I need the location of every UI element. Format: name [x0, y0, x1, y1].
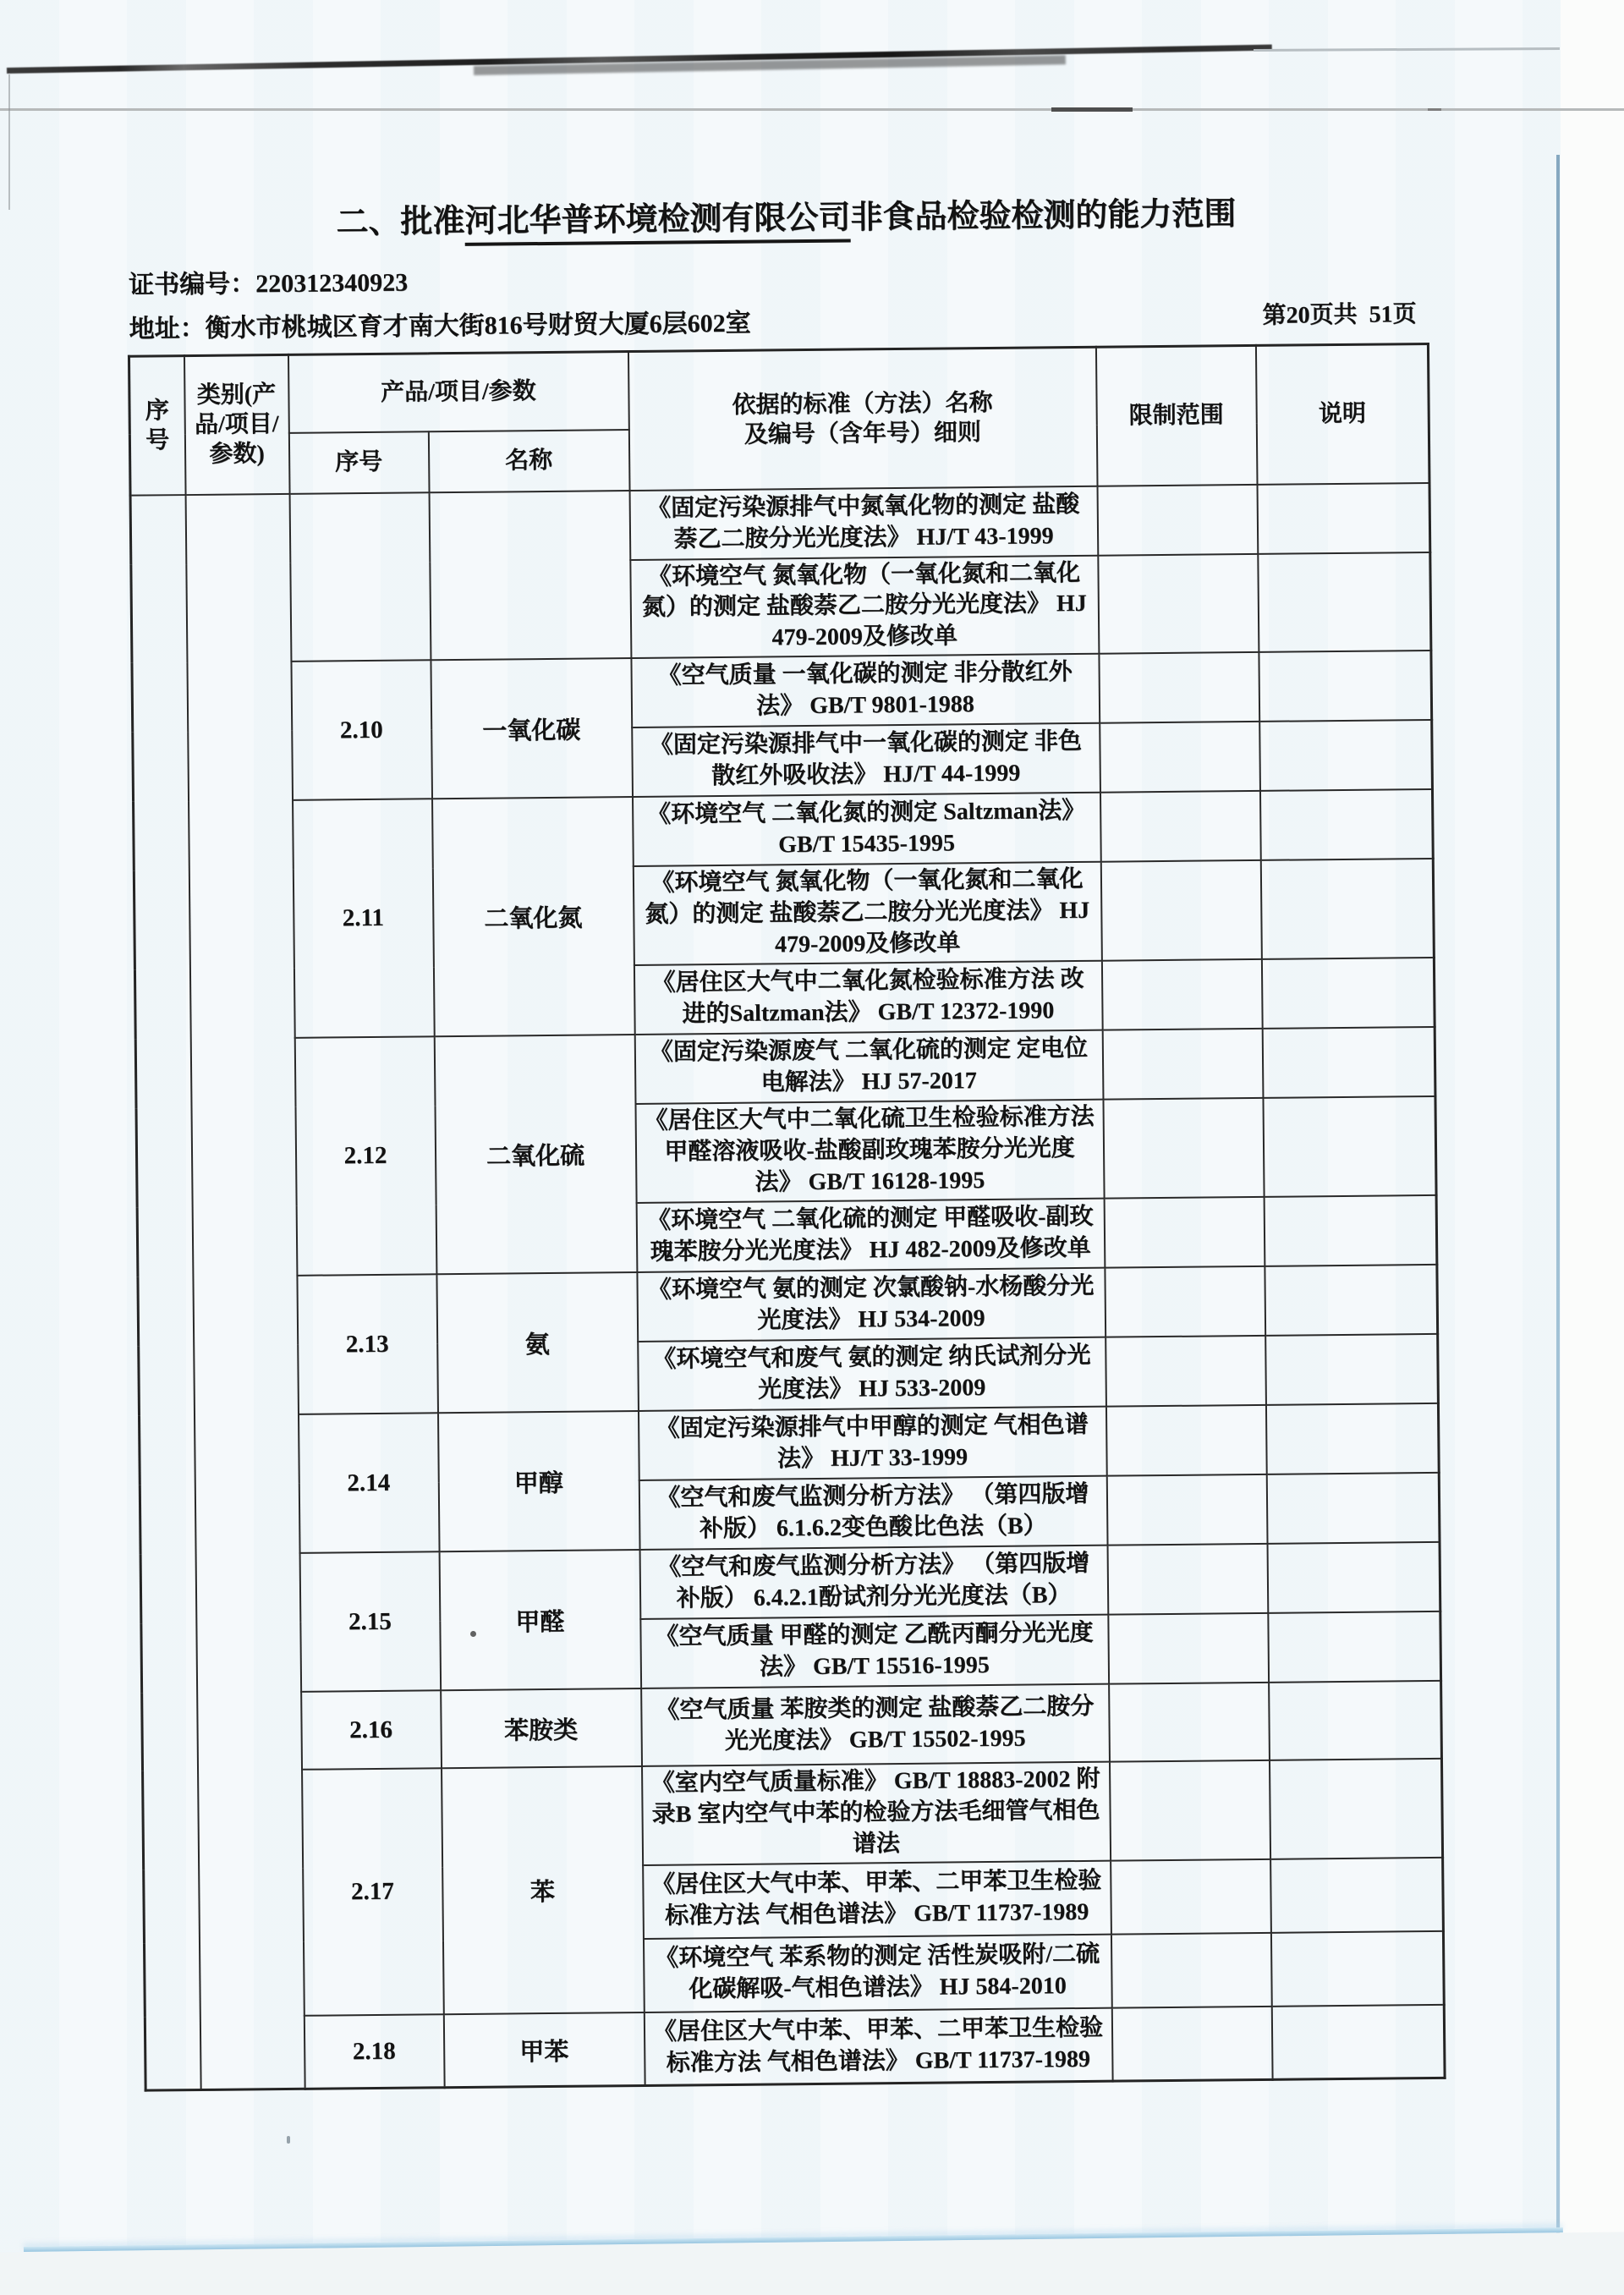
table-row [130, 482, 1430, 564]
note-cell [1265, 1403, 1439, 1474]
note-cell [1270, 1858, 1444, 1933]
certificate-number-line [129, 261, 408, 301]
seq-cell [289, 492, 431, 662]
limit-cell [1097, 484, 1258, 555]
name-cell: 氨 [436, 1272, 639, 1413]
note-cell [1263, 1096, 1436, 1197]
note-cell [1259, 720, 1433, 791]
certificate-label: 证书编号： [129, 270, 256, 299]
header-row-1 [129, 343, 1429, 434]
limit-cell [1111, 1859, 1271, 1935]
note-cell [1265, 1334, 1439, 1405]
header-seq: 序号 [129, 356, 185, 496]
header-standard-line1: 依据的标准（方法）名称 [732, 389, 993, 419]
standard-cell: 《居住区大气中二氧化硫卫生检验标准方法 甲醛溶液吸收-盐酸副玫瑰苯胺分光光度法》 GB/T 16128-1995 [635, 1100, 1104, 1203]
note-cell [1257, 482, 1430, 553]
standard-cell: 《居住区大气中苯、甲苯、二甲苯卫生检验标准方法 气相色谱法》 GB/T 11737-1989 [643, 1861, 1111, 1939]
table-row [142, 1681, 1442, 1771]
address-label: 地址： [129, 314, 206, 343]
name-cell: 苯胺类 [441, 1688, 642, 1768]
limit-cell [1111, 2007, 1272, 2082]
standard-cell: 《固定污染源排气中氮氧化物的测定 盐酸萘乙二胺分光光度法》 HJ/T 43-1999 [629, 486, 1098, 559]
note-cell [1266, 1473, 1440, 1544]
name-cell: 二氧化硫 [434, 1035, 637, 1274]
note-cell [1259, 651, 1432, 722]
limit-cell [1106, 1474, 1267, 1546]
standard-cell: 《空气和废气监测分析方法》 （第四版增补版） 6.1.6.2变色酸比色法（B） [639, 1476, 1107, 1550]
standard-cell: 《环境空气 氮氧化物（一氧化氮和二氧化氮）的测定 盐酸萘乙二胺分光光度法》 HJ 479-2009及修改单 [633, 862, 1101, 965]
limit-cell [1101, 959, 1262, 1030]
header-product-group: 产品/项目/参数 [288, 352, 628, 433]
title-prefix: 二、批准 [336, 203, 465, 241]
note-cell [1264, 1195, 1437, 1266]
category-cell [185, 493, 304, 2090]
header-note: 说明 [1255, 343, 1429, 484]
capability-table-body [130, 482, 1445, 2090]
seq-cell: 2.13 [297, 1274, 438, 1414]
standard-cell: 《室内空气质量标准》 GB/T 18883-2002 附录B 室内空气中苯的检验方法毛细管气相色谱法 [642, 1762, 1111, 1865]
seq-cell: 2.10 [291, 661, 432, 801]
limit-cell [1109, 1760, 1270, 1861]
standard-cell: 《环境空气 氮氧化物（一氧化氮和二氧化氮）的测定 盐酸萘乙二胺分光光度法》 HJ 479-2009及修改单 [630, 555, 1099, 658]
name-cell: 二氧化氮 [432, 797, 635, 1036]
limit-cell [1098, 553, 1259, 654]
limit-cell [1100, 722, 1260, 793]
standard-cell: 《固定污染源废气 二氧化硫的测定 定电位电解法》 HJ 57-2017 [634, 1030, 1103, 1104]
name-cell: 甲醇 [437, 1411, 639, 1551]
note-cell [1271, 2005, 1445, 2080]
capability-table-header [129, 343, 1429, 495]
header-standard [628, 347, 1097, 490]
note-cell [1270, 1931, 1444, 2007]
name-cell: 甲醛 [439, 1550, 641, 1690]
header-limit: 限制范围 [1095, 345, 1257, 486]
seq-cell: 2.11 [293, 799, 435, 1038]
standard-cell: 《居住区大气中二氧化氮检验标准方法 改进的Saltzman法》 GB/T 12372-1990 [634, 961, 1102, 1035]
note-cell [1269, 1759, 1442, 1859]
standard-cell: 《环境空气 苯系物的测定 活性炭吸附/二硫化碳解吸-气相色谱法》 HJ 584-2010 [643, 1935, 1111, 2012]
title-company-underlined: 河北华普环境检测有限公司 [464, 200, 850, 246]
limit-cell [1111, 1933, 1271, 2008]
page-indicator: 第20页共 51页 [1262, 301, 1417, 329]
seq-cell: 2.12 [294, 1037, 436, 1276]
limit-cell [1106, 1405, 1266, 1476]
header-category: 类别(产品/项目/参数) [184, 354, 289, 494]
note-cell [1269, 1681, 1442, 1760]
address-value: 衡水市桃城区育才南大街816号财贸大厦6层602室 [205, 309, 751, 343]
table-row [145, 2005, 1445, 2091]
note-cell [1258, 552, 1431, 652]
header-standard-line2: 及编号（含年号）细则 [743, 419, 982, 448]
standard-cell: 《环境空气 氨的测定 次氯酸钠-水杨酸分光光度法》 HJ 534-2009 [637, 1268, 1106, 1342]
page-title [0, 184, 1582, 245]
table-row [140, 1542, 1440, 1624]
standard-cell: 《空气质量 一氧化碳的测定 非分散红外法》 GB/T 9801-1988 [631, 654, 1100, 727]
standard-cell: 《环境空气 二氧化氮的测定 Saltzman法》 GB/T 15435-1995 [633, 793, 1101, 866]
seq-cell: 2.17 [302, 1768, 444, 2015]
limit-cell [1109, 1683, 1270, 1762]
limit-cell [1100, 791, 1260, 862]
seq-cell: 2.14 [298, 1413, 439, 1553]
limit-cell [1099, 652, 1259, 723]
note-cell [1261, 958, 1435, 1029]
certificate-number: 220312340923 [255, 268, 409, 299]
note-cell [1260, 859, 1434, 959]
name-cell: 一氧化碳 [431, 658, 633, 799]
table-row [132, 651, 1432, 733]
standard-cell: 《空气质量 苯胺类的测定 盐酸萘乙二胺分光光度法》 GB/T 15502-1995 [641, 1684, 1110, 1766]
limit-cell [1103, 1098, 1264, 1199]
standard-cell: 《固定污染源排气中甲醇的测定 气相色谱法》 HJ/T 33-1999 [638, 1407, 1106, 1480]
limit-cell [1106, 1336, 1266, 1407]
standard-cell: 《环境空气 二氧化硫的测定 甲醛吸收-副玫瑰苯胺分光光度法》 HJ 482-2009及修改单 [636, 1199, 1105, 1272]
standard-cell: 《空气质量 甲醛的测定 乙酰丙酮分光光度法》 GB/T 15516-1995 [640, 1615, 1109, 1688]
standard-cell: 《环境空气和废气 氨的测定 纳氏试剂分光光度法》 HJ 533-2009 [638, 1337, 1106, 1411]
name-cell: 甲苯 [443, 2012, 645, 2088]
table-row [143, 1759, 1443, 1870]
seq-cell: 2.16 [301, 1690, 442, 1770]
header-sub-seq: 序号 [288, 431, 429, 494]
capability-table [128, 343, 1446, 2092]
standard-cell: 《居住区大气中苯、甲苯、二甲苯卫生检验标准方法 气相色谱法》 GB/T 11737-1989 [644, 2008, 1112, 2086]
limit-cell [1100, 860, 1261, 961]
limit-cell [1105, 1266, 1265, 1337]
table-row [138, 1265, 1438, 1347]
note-cell [1267, 1542, 1440, 1613]
limit-cell [1108, 1613, 1269, 1684]
title-suffix: 非食品检验检测的能力范围 [850, 196, 1237, 236]
table-row [140, 1403, 1440, 1485]
name-cell: 苯 [442, 1766, 645, 2014]
limit-cell [1104, 1197, 1265, 1268]
standard-cell: 《固定污染源排气中一氧化碳的测定 非色散红外吸收法》 HJ/T 44-1999 [632, 723, 1100, 797]
note-cell [1262, 1027, 1435, 1098]
note-cell [1259, 789, 1433, 860]
note-cell [1265, 1265, 1438, 1336]
seq-cell: 2.18 [304, 2014, 444, 2089]
address-line [129, 302, 750, 345]
note-cell [1268, 1611, 1441, 1683]
name-cell [429, 491, 631, 661]
header-sub-name: 名称 [428, 430, 629, 492]
limit-cell [1107, 1544, 1268, 1615]
standard-cell: 《空气和废气监测分析方法》 （第四版增补版） 6.4.2.1酚试剂分光光度法（B） [639, 1546, 1108, 1619]
limit-cell [1102, 1029, 1263, 1100]
table-row [135, 1027, 1435, 1109]
seq-cell: 2.15 [299, 1551, 441, 1692]
table-row [134, 789, 1434, 871]
